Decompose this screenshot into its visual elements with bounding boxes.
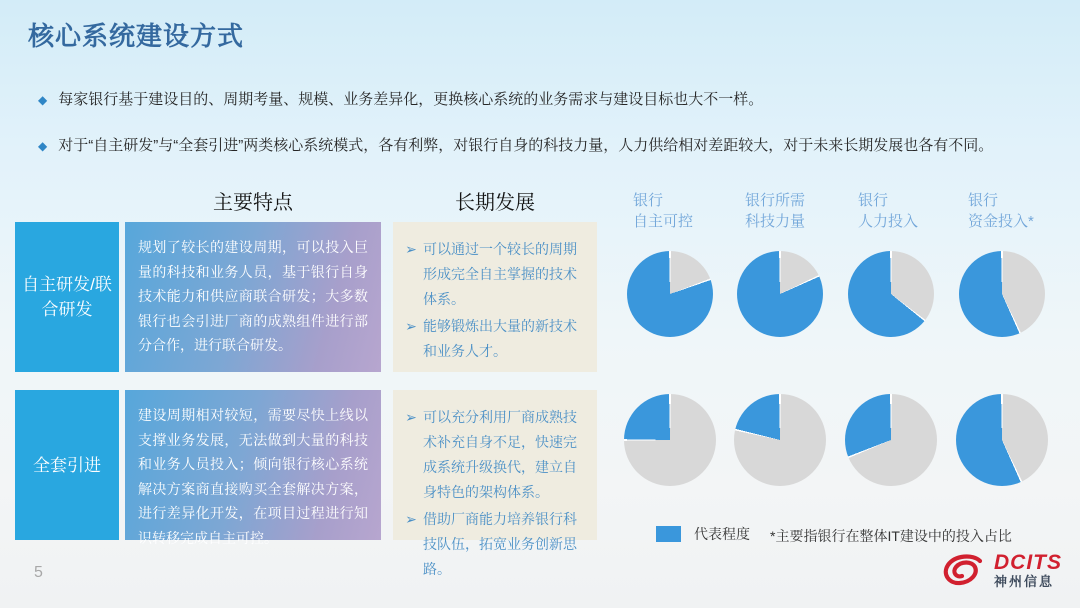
pie-column-header-tech-strength: 银行所需 科技力量 <box>745 192 806 230</box>
features-cell-self-development: 规划了较长的建设周期，可以投入巨量的科技和业务人员，基于银行自身技术能力和供应商联合研发；大多数银行也会引进厂商的成熟组件进行部分合作，进行联合研发。 <box>125 222 381 372</box>
chart-footnote: *主要指银行在整体IT建设中的投入占比 <box>770 528 1012 544</box>
arrow-bullet-icon: ➢ <box>405 318 417 334</box>
longterm-cell-full-suite <box>393 390 597 577</box>
legend-swatch <box>656 526 681 542</box>
intro-bullet-1-text: 每家银行基于建设目的、周期考量、规模、业务差异化，更换核心系统的业务需求与建设目标也大不一样。 <box>58 91 764 108</box>
column-header-longterm: 长期发展 <box>455 192 535 214</box>
longterm-item-text: 可以通过一个较长的周期形成完全自主掌握的技术体系。 <box>423 241 577 307</box>
legend <box>656 524 750 544</box>
longterm-item <box>399 314 589 364</box>
longterm-item <box>399 237 589 312</box>
pie-column-header-capital: 银行 资金投入* <box>968 192 1034 230</box>
longterm-item <box>399 405 589 505</box>
pie-chart-row2-capital <box>956 394 1048 486</box>
row-label-self-development: 自主研发/联合研发 <box>15 222 119 372</box>
pie-chart-row2-tech-strength <box>734 394 826 486</box>
legend-label: 代表程度 <box>694 526 750 542</box>
pie-chart-row1-tech-strength <box>737 251 823 337</box>
pie-column-header-autonomy: 银行 自主可控 <box>633 192 694 230</box>
page-number: 5 <box>34 564 43 581</box>
logo-subtitle: 神州信息 <box>994 574 1055 589</box>
page-title: 核心系统建设方式 <box>28 21 245 51</box>
intro-bullet-2-text: 对于“自主研发”与“全套引进”两类核心系统模式，各有利弊，对银行自身的科技力量，人力供给相对差距较大，对于未来长期发展也各有不同。 <box>58 137 994 154</box>
longterm-item-text: 能够锻炼出大量的新技术和业务人才。 <box>423 318 577 359</box>
pie-chart-row2-autonomy <box>624 394 716 486</box>
pie-chart-row1-manpower <box>848 251 934 337</box>
features-cell-full-suite: 建设周期相对较短，需要尽快上线以支撑业务发展，无法做到大量的科技和业务人员投入；倾向银行核心系统解决方案商直接购买全套解决方案，进行差异化开发，在项目过程进行知识转移完成自主可控。 <box>125 390 381 540</box>
pie-chart-row1-capital <box>959 251 1045 337</box>
arrow-bullet-icon: ➢ <box>405 511 417 527</box>
pie-column-header-manpower: 银行 人力投入 <box>858 192 919 230</box>
column-header-features: 主要特点 <box>213 192 293 214</box>
arrow-bullet-icon: ➢ <box>405 241 417 257</box>
intro-bullet-1 <box>38 90 1048 110</box>
longterm-cell-self-development <box>393 222 597 372</box>
logo-name: DCITS <box>994 551 1062 574</box>
company-logo <box>940 552 1062 590</box>
longterm-item <box>399 507 589 582</box>
logo-text <box>994 552 1062 590</box>
dcits-swirl-icon <box>940 552 988 590</box>
pie-chart-row2-manpower <box>845 394 937 486</box>
diamond-bullet-icon: ◆ <box>38 93 48 107</box>
pie-chart-row1-autonomy <box>627 251 713 337</box>
diamond-bullet-icon: ◆ <box>38 139 48 153</box>
longterm-item-text: 借助厂商能力培养银行科技队伍，拓宽业务创新思路。 <box>423 511 577 577</box>
longterm-item-text: 可以充分利用厂商成熟技术补充自身不足，快速完成系统升级换代，建立自身特色的架构体系。 <box>423 409 577 500</box>
intro-bullet-2 <box>38 136 1048 156</box>
row-label-full-suite: 全套引进 <box>15 390 119 540</box>
arrow-bullet-icon: ➢ <box>405 409 417 425</box>
